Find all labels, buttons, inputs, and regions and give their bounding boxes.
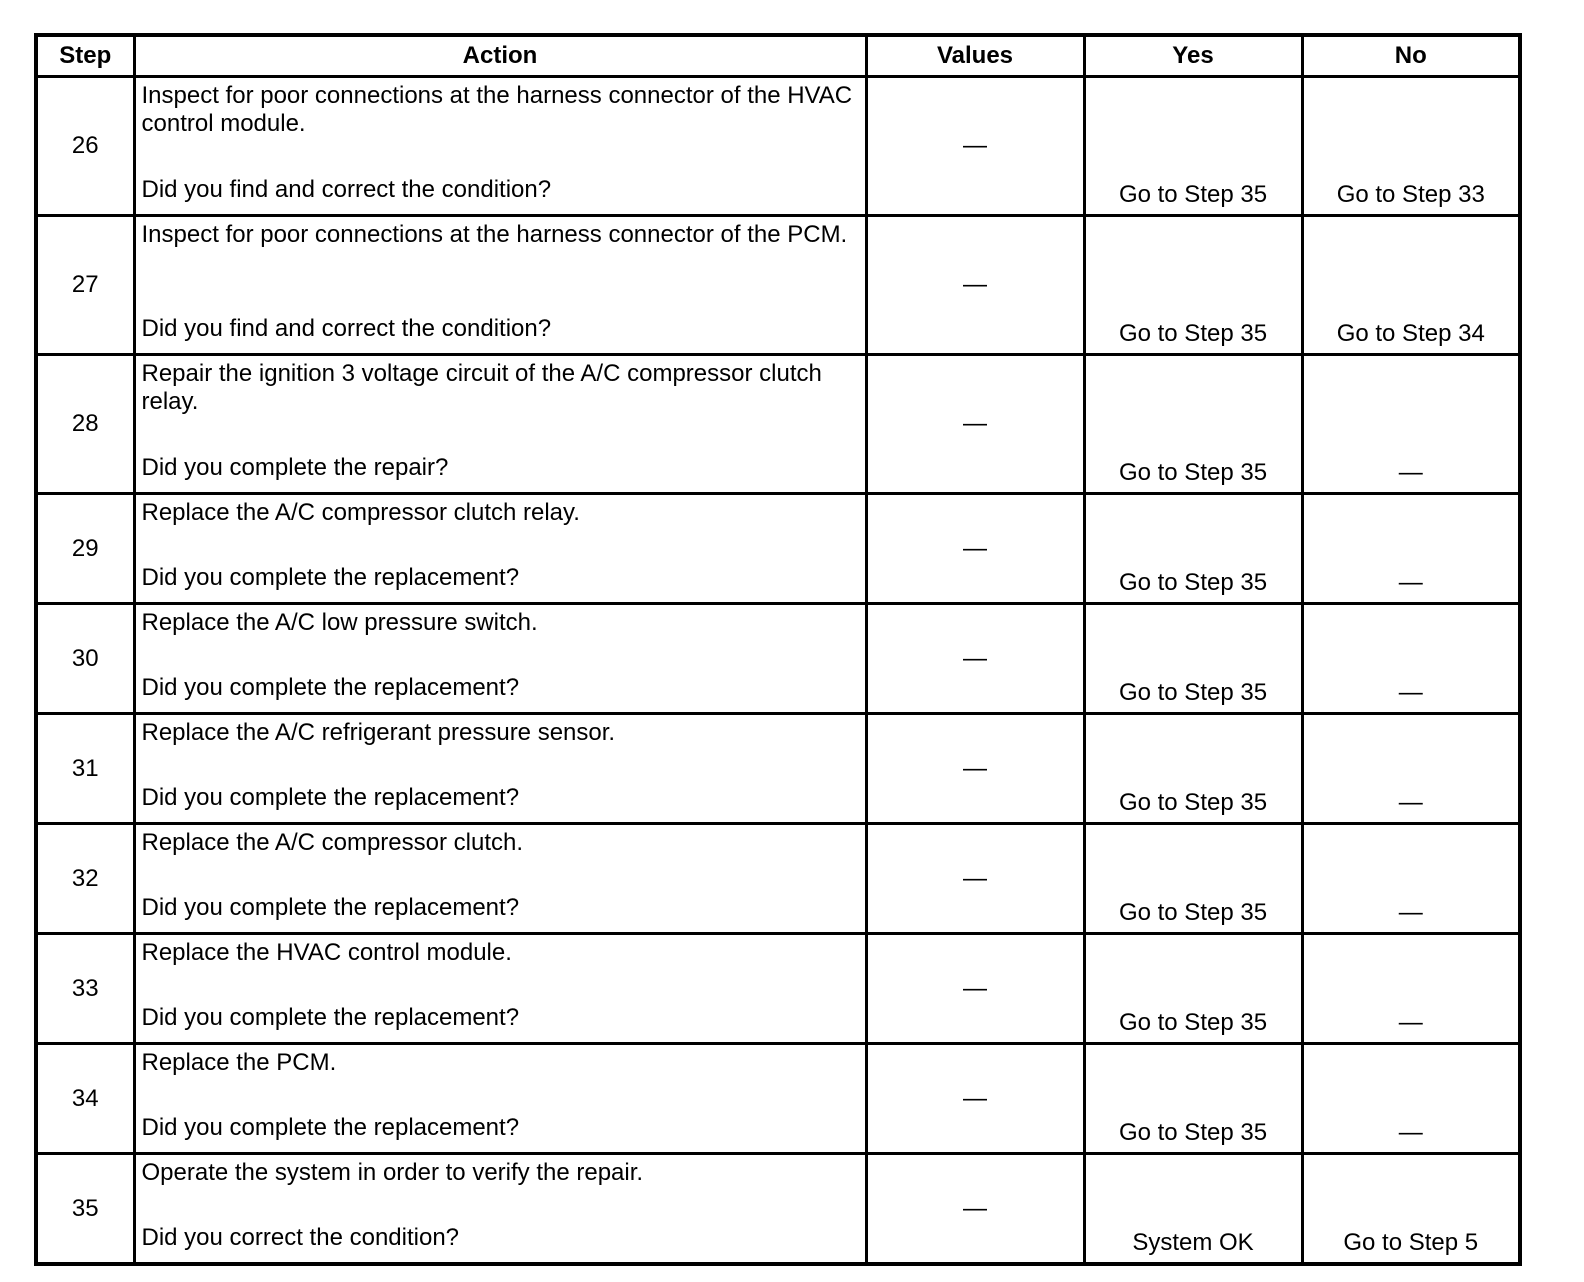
action-cell bbox=[134, 1154, 866, 1265]
step-number: 32 bbox=[36, 824, 134, 934]
action-cell bbox=[134, 824, 866, 934]
values-cell: — bbox=[866, 355, 1084, 494]
action-instruction: Inspect for poor connections at the harness connector of the PCM. bbox=[141, 221, 848, 248]
step-number: 29 bbox=[36, 494, 134, 604]
values-cell: — bbox=[866, 934, 1084, 1044]
action-instruction: Replace the A/C compressor clutch relay. bbox=[141, 499, 580, 526]
values-cell: — bbox=[866, 714, 1084, 824]
values-cell: — bbox=[866, 77, 1084, 216]
no-cell: Go to Step 34 bbox=[1302, 216, 1520, 355]
action-cell bbox=[134, 1044, 866, 1154]
action-instruction: Operate the system in order to verify the repair. bbox=[141, 1159, 644, 1186]
yes-cell: Go to Step 35 bbox=[1084, 1044, 1302, 1154]
action-cell bbox=[134, 494, 866, 604]
table-row bbox=[36, 355, 1520, 494]
no-cell: — bbox=[1302, 1044, 1520, 1154]
no-cell: Go to Step 5 bbox=[1302, 1154, 1520, 1265]
table-row bbox=[36, 1044, 1520, 1154]
step-number: 33 bbox=[36, 934, 134, 1044]
yes-cell: Go to Step 35 bbox=[1084, 355, 1302, 494]
yes-cell: Go to Step 35 bbox=[1084, 604, 1302, 714]
action-question: Did you complete the replacement? bbox=[141, 674, 520, 701]
step-number: 35 bbox=[36, 1154, 134, 1265]
action-instruction: Replace the PCM. bbox=[141, 1049, 337, 1076]
action-question: Did you complete the repair? bbox=[141, 454, 449, 481]
action-question: Did you correct the condition? bbox=[141, 1224, 460, 1251]
header-no: No bbox=[1302, 35, 1520, 77]
step-number: 34 bbox=[36, 1044, 134, 1154]
header-row bbox=[36, 35, 1520, 77]
action-cell bbox=[134, 714, 866, 824]
step-number: 26 bbox=[36, 77, 134, 216]
yes-cell: System OK bbox=[1084, 1154, 1302, 1265]
yes-cell: Go to Step 35 bbox=[1084, 494, 1302, 604]
action-instruction: Inspect for poor connections at the harness connector of the HVAC control module. bbox=[141, 82, 853, 137]
table-row bbox=[36, 494, 1520, 604]
yes-cell: Go to Step 35 bbox=[1084, 824, 1302, 934]
values-cell: — bbox=[866, 494, 1084, 604]
table-row bbox=[36, 714, 1520, 824]
action-cell bbox=[134, 934, 866, 1044]
action-cell bbox=[134, 216, 866, 355]
step-number: 28 bbox=[36, 355, 134, 494]
no-cell: — bbox=[1302, 934, 1520, 1044]
step-number: 27 bbox=[36, 216, 134, 355]
no-cell: — bbox=[1302, 355, 1520, 494]
action-question: Did you complete the replacement? bbox=[141, 894, 520, 921]
table-row bbox=[36, 216, 1520, 355]
action-question: Did you complete the replacement? bbox=[141, 564, 520, 591]
action-cell bbox=[134, 355, 866, 494]
no-cell: — bbox=[1302, 824, 1520, 934]
action-instruction: Replace the A/C compressor clutch. bbox=[141, 829, 524, 856]
table-row bbox=[36, 604, 1520, 714]
header-values: Values bbox=[866, 35, 1084, 77]
values-cell: — bbox=[866, 1044, 1084, 1154]
action-instruction: Replace the A/C low pressure switch. bbox=[141, 609, 538, 636]
table-row bbox=[36, 77, 1520, 216]
yes-cell: Go to Step 35 bbox=[1084, 77, 1302, 216]
action-instruction: Repair the ignition 3 voltage circuit of the A/C compressor clutch relay. bbox=[141, 360, 822, 415]
header-action: Action bbox=[134, 35, 866, 77]
header-step: Step bbox=[36, 35, 134, 77]
action-question: Did you find and correct the condition? bbox=[141, 315, 552, 342]
action-question: Did you complete the replacement? bbox=[141, 1004, 520, 1031]
no-cell: — bbox=[1302, 714, 1520, 824]
action-cell bbox=[134, 77, 866, 216]
table-row bbox=[36, 1154, 1520, 1265]
step-number: 31 bbox=[36, 714, 134, 824]
yes-cell: Go to Step 35 bbox=[1084, 714, 1302, 824]
values-cell: — bbox=[866, 1154, 1084, 1265]
no-cell: — bbox=[1302, 604, 1520, 714]
action-cell bbox=[134, 604, 866, 714]
action-instruction: Replace the A/C refrigerant pressure sensor. bbox=[141, 719, 616, 746]
header-yes: Yes bbox=[1084, 35, 1302, 77]
table-row bbox=[36, 824, 1520, 934]
values-cell: — bbox=[866, 604, 1084, 714]
action-question: Did you complete the replacement? bbox=[141, 1114, 520, 1141]
values-cell: — bbox=[866, 824, 1084, 934]
step-number: 30 bbox=[36, 604, 134, 714]
yes-cell: Go to Step 35 bbox=[1084, 216, 1302, 355]
no-cell: — bbox=[1302, 494, 1520, 604]
diagnostic-table bbox=[34, 33, 1522, 1266]
action-instruction: Replace the HVAC control module. bbox=[141, 939, 512, 966]
no-cell: Go to Step 33 bbox=[1302, 77, 1520, 216]
action-question: Did you find and correct the condition? bbox=[141, 176, 552, 203]
values-cell: — bbox=[866, 216, 1084, 355]
yes-cell: Go to Step 35 bbox=[1084, 934, 1302, 1044]
action-question: Did you complete the replacement? bbox=[141, 784, 520, 811]
table-row bbox=[36, 934, 1520, 1044]
